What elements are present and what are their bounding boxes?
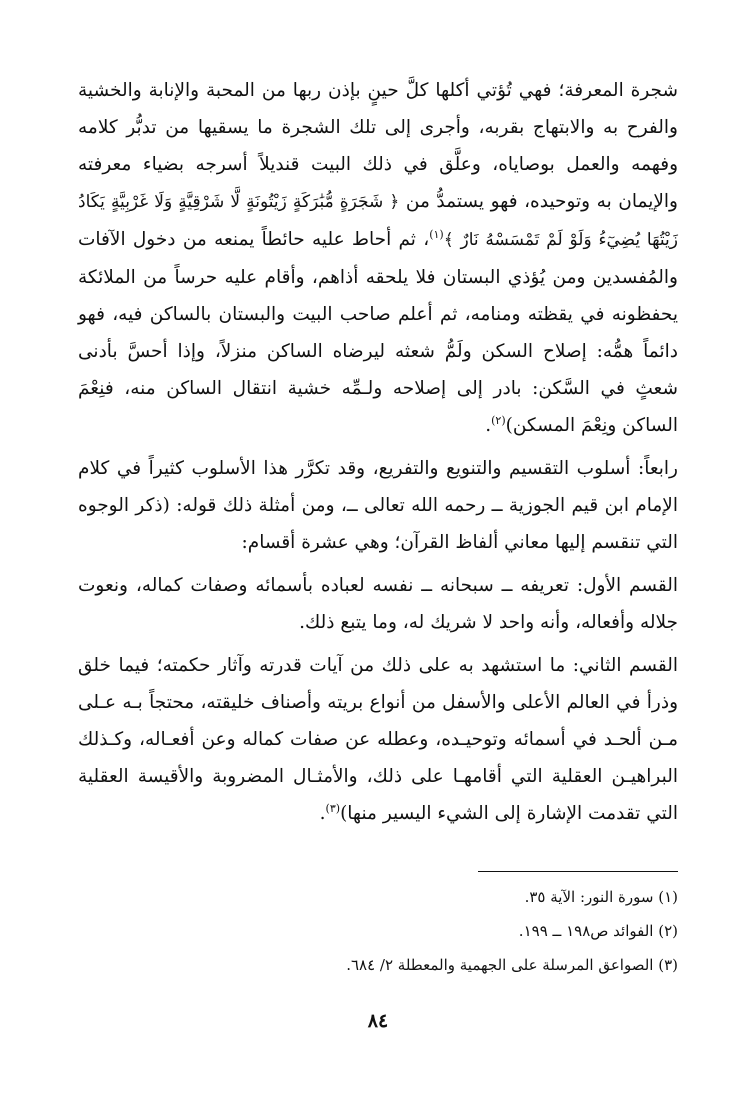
paragraph-second-section bbox=[78, 647, 678, 832]
page-number: ٨٤ bbox=[367, 1010, 389, 1032]
paragraph-end: . bbox=[485, 415, 492, 436]
footnote-marker-3: (٣) bbox=[325, 801, 341, 815]
paragraph-text: شجرة المعرفة؛ فهي تُؤتي أكلها كلَّ حينٍ بإذن ربها من المحبة والإنابة والخشية والفرح به والابتهاج بقربه، وأجرى إلى تلك الشجرة ما يسقيها من تدبُّر كلامه وفهمه والعمل بوصاياه، وعلَّق في ذلك البيت قنديلاً أسرجه بضياء معرفته والإيمان به وتوحيده، فهو يستمدُّ من bbox=[78, 80, 678, 212]
footnote-marker-1: (١) bbox=[429, 227, 444, 241]
body-text bbox=[78, 72, 678, 832]
paragraph-end: . bbox=[319, 803, 326, 824]
footnotes bbox=[78, 880, 678, 982]
footnote-divider bbox=[478, 871, 678, 872]
paragraph-text: القسم الثاني: ما استشهد به على ذلك من آيات قدرته وآثار حكمته؛ فيما خلق وذرأ في العالم الأعلى والأسفل من أنواع بريته وأصناف خليقته، محتجاً بـه عـلى مـن ألحـد في أسمائه وتوحيـده، وعطله عن صفات كماله وعن أفعـاله، وكـذلك البراهيـن العقلية التي أقامهـا على ذلك، والأمثـال المضروبة والأقيسة العقلية التي تقدمت الإشارة إلى الشيء اليسير منها) bbox=[78, 655, 678, 824]
footnote-1: (١) سورة النور: الآية ٣٥. bbox=[524, 888, 678, 906]
paragraph-knowledge-tree bbox=[78, 72, 678, 444]
paragraph-fourth-method: رابعاً: أسلوب التقسيم والتنويع والتفريع، وقد تكرَّر هذا الأسلوب كثيراً في كلام الإمام ابن قيم الجوزية ــ رحمه الله تعالى ــ، ومن أمثلة ذلك قوله: (ذكر الوجوه التي تنقسم إليها معاني ألفاظ القرآن؛ وهي عشرة أقسام: bbox=[78, 458, 678, 553]
paragraph-text: ، ثم أحاط عليه حائطاً يمنعه من دخول الآفات والمُفسدين ومن يُؤذي البستان فلا يلحقه أذاهم، وأقام عليه حرساً من الملائكة يحفظونه في يقظته ومنامه، ثم أعلم صاحب البيت والبستان بالساكن فيه، فهو دائماً همُّه: إصلاح السكن ولَمُّ شعثه ليرضاه الساكن منزلاً، وإذا أحسَّ بأدنى شعثٍ في السَّكن: بادر إلى إصلاحه ولـمِّه خشية انتقال الساكن منه، فنِعْمَ الساكن ونِعْمَ المسكن) bbox=[78, 229, 678, 436]
footnote-marker-2: (٢) bbox=[491, 413, 506, 427]
footnote-3: (٣) الصواعق المرسلة على الجهمية والمعطلة ٢/ ٦٨٤. bbox=[346, 956, 678, 974]
paragraph-first-section: القسم الأول: تعريفه ــ سبحانه ــ نفسه لعباده بأسمائه وصفات كماله، ونعوت جلاله وأفعاله، وأنه واحد لا شريك له، وما يتبع ذلك. bbox=[78, 575, 678, 633]
footnote-2: (٢) الفوائد ص١٩٨ ــ ١٩٩. bbox=[518, 922, 678, 940]
quran-verse: ﴿ شَجَرَةٍ مُّبَٰرَكَةٍ زَيْتُونَةٍ لَّا شَرْقِيَّةٍ وَلَا غَرْبِيَّةٍ يَكَادُ زَيْتُهَا يُضِيٓءُ وَلَوْ لَمْ تَمْسَسْهُ نَارٌ ﴾ bbox=[78, 192, 678, 250]
